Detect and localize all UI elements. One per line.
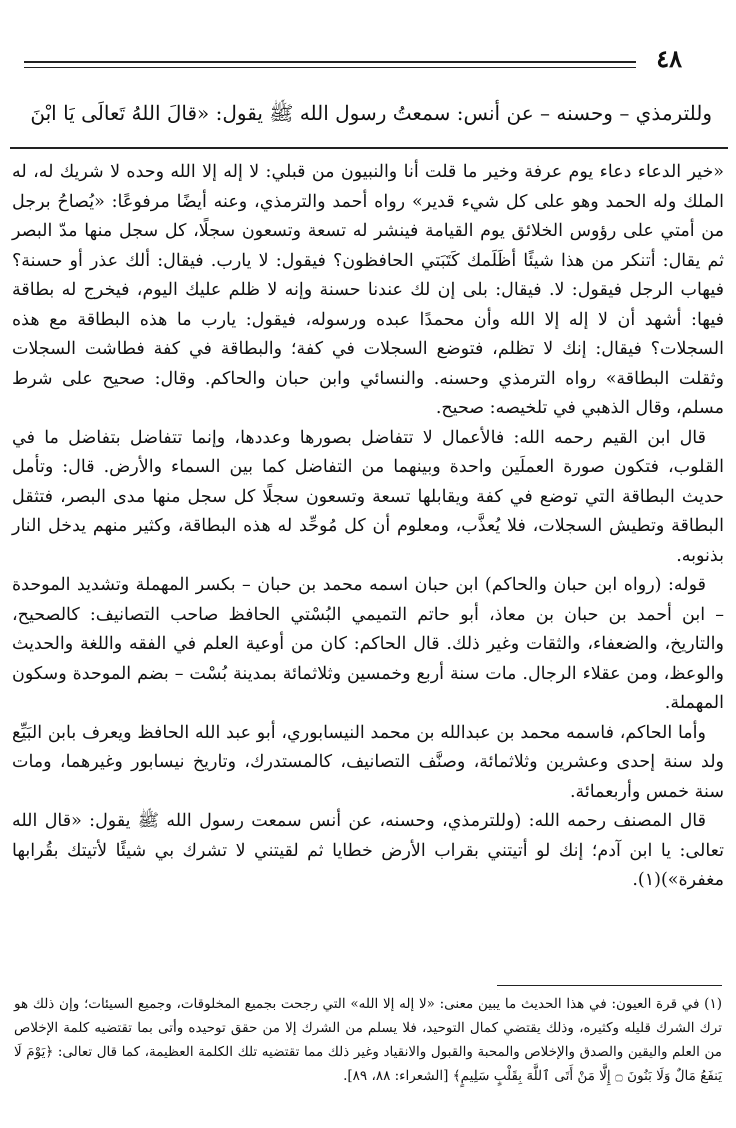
footnote-text: (١) في قرة العيون: في هذا الحديث ما يبين معنى: «لا إله إلا الله» التي رجحت بجميع المخلوقات، وجميع السيئات؛ وإن ذلك هو ترك الشرك قليله وكثيره، وذلك يقتضي كمال التوحيد، فلا يسلم من الشرك إلا من حقق توحيده وأتى بما تقتضيه كلمة الإخلاص من العلم واليقين والصدق والإخلاص والمحبة والقبول والانقياد وغير ذلك مما تقتضيه تلك الكلمة العظيمة، كما قال تعالى: ﴿يَوْمَ لَا يَنفَعُ مَالٌ وَلَا بَنُونَ ۝ إِلَّا مَنْ أَتَى ٱللَّهَ بِقَلْبٍ سَلِيمٍ﴾ [الشعراء: ٨٨، ٨٩]. <box>14 996 722 1084</box>
matn-separator <box>10 147 728 149</box>
header-rule <box>24 61 636 63</box>
paragraph: «خير الدعاء دعاء يوم عرفة وخير ما قلت أنا والنبيون من قبلي: لا إله إلا الله وحده لا شريك له، له الملك وله الحمد وهو على كل شيء قدير» رواه أحمد والترمذي، وعنه أيضًا مرفوعًا: «يُصاحُ برجل من أمتي على رؤوس الخلائق يوم القيامة فينشر له تسعة وتسعون سجلًا، كل سجل منها مدّ البصر ثم يقال: أتنكر من هذا شيئًا أظَلَمك كَتَبَتي الحافظون؟ فيقول: لا يارب. فيقال: ألك عذر أو حسنة؟ فيهاب الرجل فيقول: لا. فيقال: بلى إن لك عندنا حسنة وإنه لا ظلم عليك اليوم، فيخرج له بطاقة فيها: أشهد أن لا إله إلا الله وأن محمدًا عبده ورسوله، فيقول: يارب ما هذه البطاقة مع هذه السجلات؟ فيقال: إنك لا تظلم، فتوضع السجلات في كفة؛ والبطاقة في كفة فطاشت السجلات وثقلت البطاقة» رواه الترمذي وحسنه. والنسائي وابن حبان والحاكم. وقال: صحيح على شرط مسلم، وقال الذهبي في تلخيصه: صحيح. <box>12 162 724 418</box>
paragraph: وأما الحاكم، فاسمه محمد بن عبدالله بن محمد النيسابوري، أبو عبد الله الحافظ ويعرف بابن البَيِّع ولد سنة إحدى وعشرين وثلاثمائة، وصنَّف التصانيف، كالمستدرك، وتاريخ نيسابور وغيرهما، ومات سنة خمس وأربعمائة. <box>12 722 724 802</box>
footnote-separator <box>497 985 722 986</box>
page-number: ٤٨ <box>656 44 682 73</box>
matn-header: وللترمذي – وحسنه – عن أنس: سمعتُ رسول الله ﷺ يقول: «قالَ اللهُ تَعالَى يَا ابْنَ <box>30 101 712 125</box>
footnote <box>14 992 722 1088</box>
commentary-body <box>12 158 724 896</box>
header-rule-thin <box>24 67 636 68</box>
paragraph: قال المصنف رحمه الله: (وللترمذي، وحسنه، عن أنس سمعت رسول الله ﷺ يقول: «قال الله تعالى: يا ابن آدم؛ إنك لو أتيتني بقراب الأرض خطايا ثم لقيتني لا تشرك بي شيئًا لأتيتك بقُرابها مغفرة»)(١). <box>12 811 724 890</box>
paragraph: قوله: (رواه ابن حبان والحاكم) ابن حبان اسمه محمد بن حبان – بكسر المهملة وتشديد الموحدة – ابن أحمد بن حبان بن معاذ، أبو حاتم التميمي البُسْتي الحافظ صاحب التصانيف: كالصحيح، والتاريخ، والضعفاء، والثقات وغير ذلك. قال الحاكم: كان من أوعية العلم في الفقه واللغة والحديث والوعظ، ومن عقلاء الرجال. مات سنة أربع وخمسين وثلاثمائة بمدينة بُسْت – بضم الموحدة وسكون المهملة. <box>12 575 724 713</box>
paragraph: قال ابن القيم رحمه الله: فالأعمال لا تتفاضل بصورها وعددها، وإنما تتفاضل بتفاضل ما في القلوب، فتكون صورة العملَين واحدة وبينهما من التفاضل كما بين السماء والأرض. قال: وتأمل حديث البطاقة التي توضع في كفة ويقابلها تسعة وتسعون سجلًا كل سجل منها مدى البصر، فتثقل البطاقة وتطيش السجلات، فلا يُعذَّب، ومعلوم أن كل مُوحِّد له هذه البطاقة، وكثير منهم يدخل النار بذنوبه. <box>12 427 724 566</box>
